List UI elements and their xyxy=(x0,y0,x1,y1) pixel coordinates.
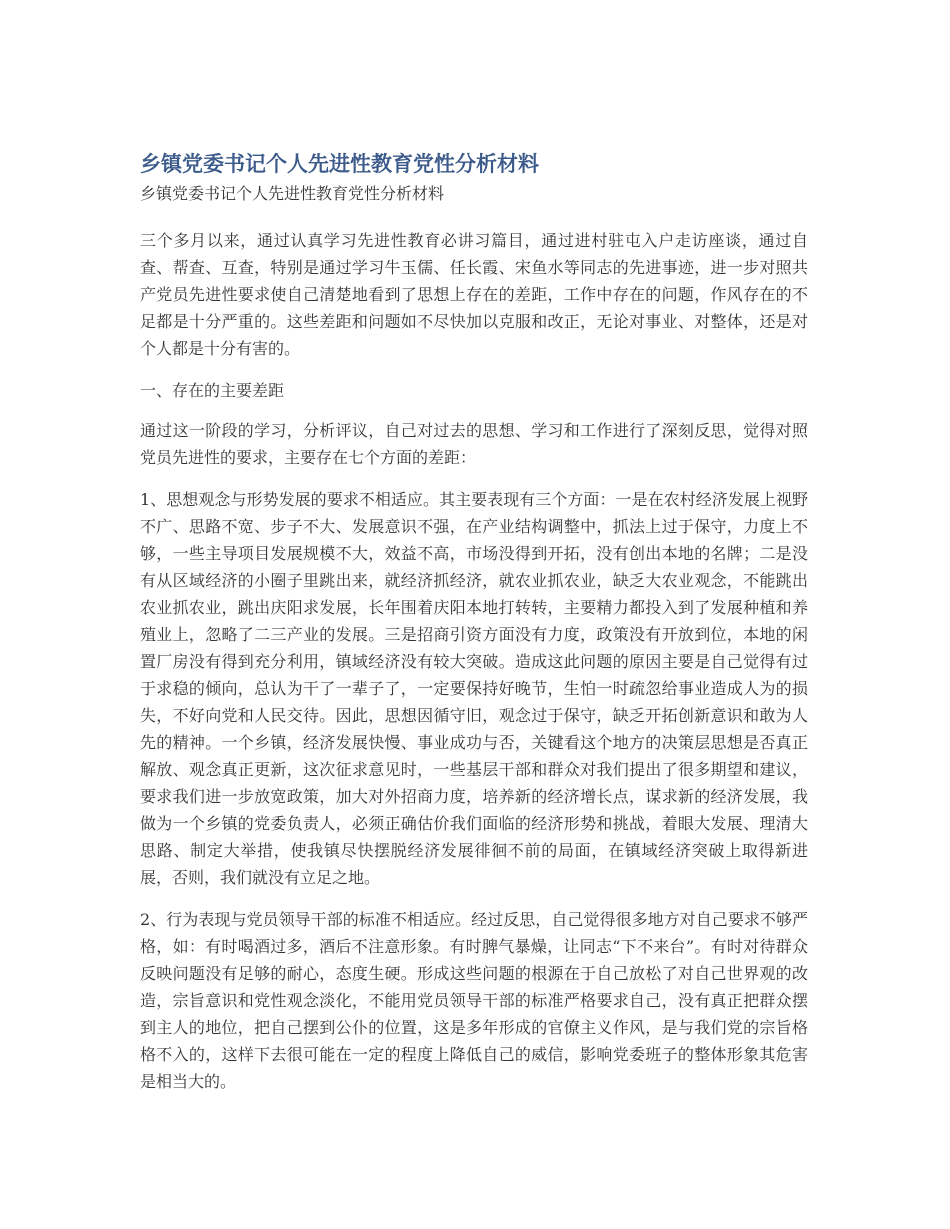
gap-item-2-paragraph: 2、行为表现与党员领导干部的标准不相适应。经过反思，自己觉得很多地方对自己要求不够严格，如：有时喝酒过多，酒后不注意形象。有时脾气暴燥，让同志“下不来台”。有时对待群众反映问题没有足够的耐心，态度生硬。形成这些问题的根源在于自己放松了对自己世界观的改造，宗旨意识和党性观念淡化，不能用党员领导干部的标准严格要求自己，没有真正把群众摆到主人的地位，把自己摆到公仆的位置，这是多年形成的官僚主义作风，是与我们党的宗旨格格不入的，这样下去很可能在一定的程度上降低自己的威信，影响党委班子的整体形象其危害是相当大的。 xyxy=(140,910,808,1091)
section-intro-paragraph: 通过这一阶段的学习，分析评议，自己对过去的思想、学习和工作进行了深刻反思，觉得对照党员先进性的要求，主要存在七个方面的差距： xyxy=(140,421,808,467)
document-title: 乡镇党委书记个人先进性教育党性分析材料 xyxy=(140,152,539,176)
document-subtitle: 乡镇党委书记个人先进性教育党性分析材料 xyxy=(140,184,445,203)
gap-item-1-paragraph: 1、思想观念与形势发展的要求不相适应。其主要表现有三个方面：一是在农村经济发展上视野不广、思路不宽、步子不大、发展意识不强，在产业结构调整中，抓法上过于保守，力度上不够，一些主导项目发展规模不大，效益不高，市场没得到开拓，没有创出本地的名牌；二是没有从区域经济的小圈子里跳出来，就经济抓经济，就农业抓农业，缺乏大农业观念，不能跳出农业抓农业，跳出庆阳求发展，长年围着庆阳本地打转转，主要精力都投入到了发展种植和养殖业上，忽略了二三产业的发展。三是招商引资方面没有力度，政策没有开放到位，本地的闲置厂房没有得到充分利用，镇域经济没有较大突破。造成这此问题的原因主要是自己觉得有过于求稳的倾向，总认为干了一辈子了，一定要保持好晚节，生怕一时疏忽给事业造成人为的损失，不好向党和人民交待。因此，思想因循守旧，观念过于保守，缺乏开拓创新意识和敢为人先的精神。一个乡镇，经济发展快慢、事业成功与否，关键看这个地方的决策层思想是否真正解放、观念真正更新，这次征求意见时，一些基层干部和群众对我们提出了很多期望和建议，要求我们进一步放宽政策，加大对外招商力度，培养新的经济增长点，谋求新的经济发展，我做为一个乡镇的党委负责人，必须正确估价我们面临的经济形势和挑战，着眼大发展、理清大思路、制定大举措，使我镇尽快摆脱经济发展徘徊不前的局面，在镇域经济突破上取得新进展，否则，我们就没有立足之地。 xyxy=(140,490,808,887)
section-heading-gaps: 一、存在的主要差距 xyxy=(140,381,285,400)
document-page xyxy=(140,148,808,1110)
intro-paragraph: 三个多月以来，通过认真学习先进性教育必讲习篇目，通过进村驻屯入户走访座谈，通过自查、帮查、互查，特别是通过学习牛玉儒、任长霞、宋鱼水等同志的先进事迹，进一步对照共产党员先进性要求使自己清楚地看到了思想上存在的差距，工作中存在的问题，作风存在的不足都是十分严重的。这些差距和问题如不尽快加以克服和改正，无论对事业、对整体，还是对个人都是十分有害的。 xyxy=(140,231,808,358)
